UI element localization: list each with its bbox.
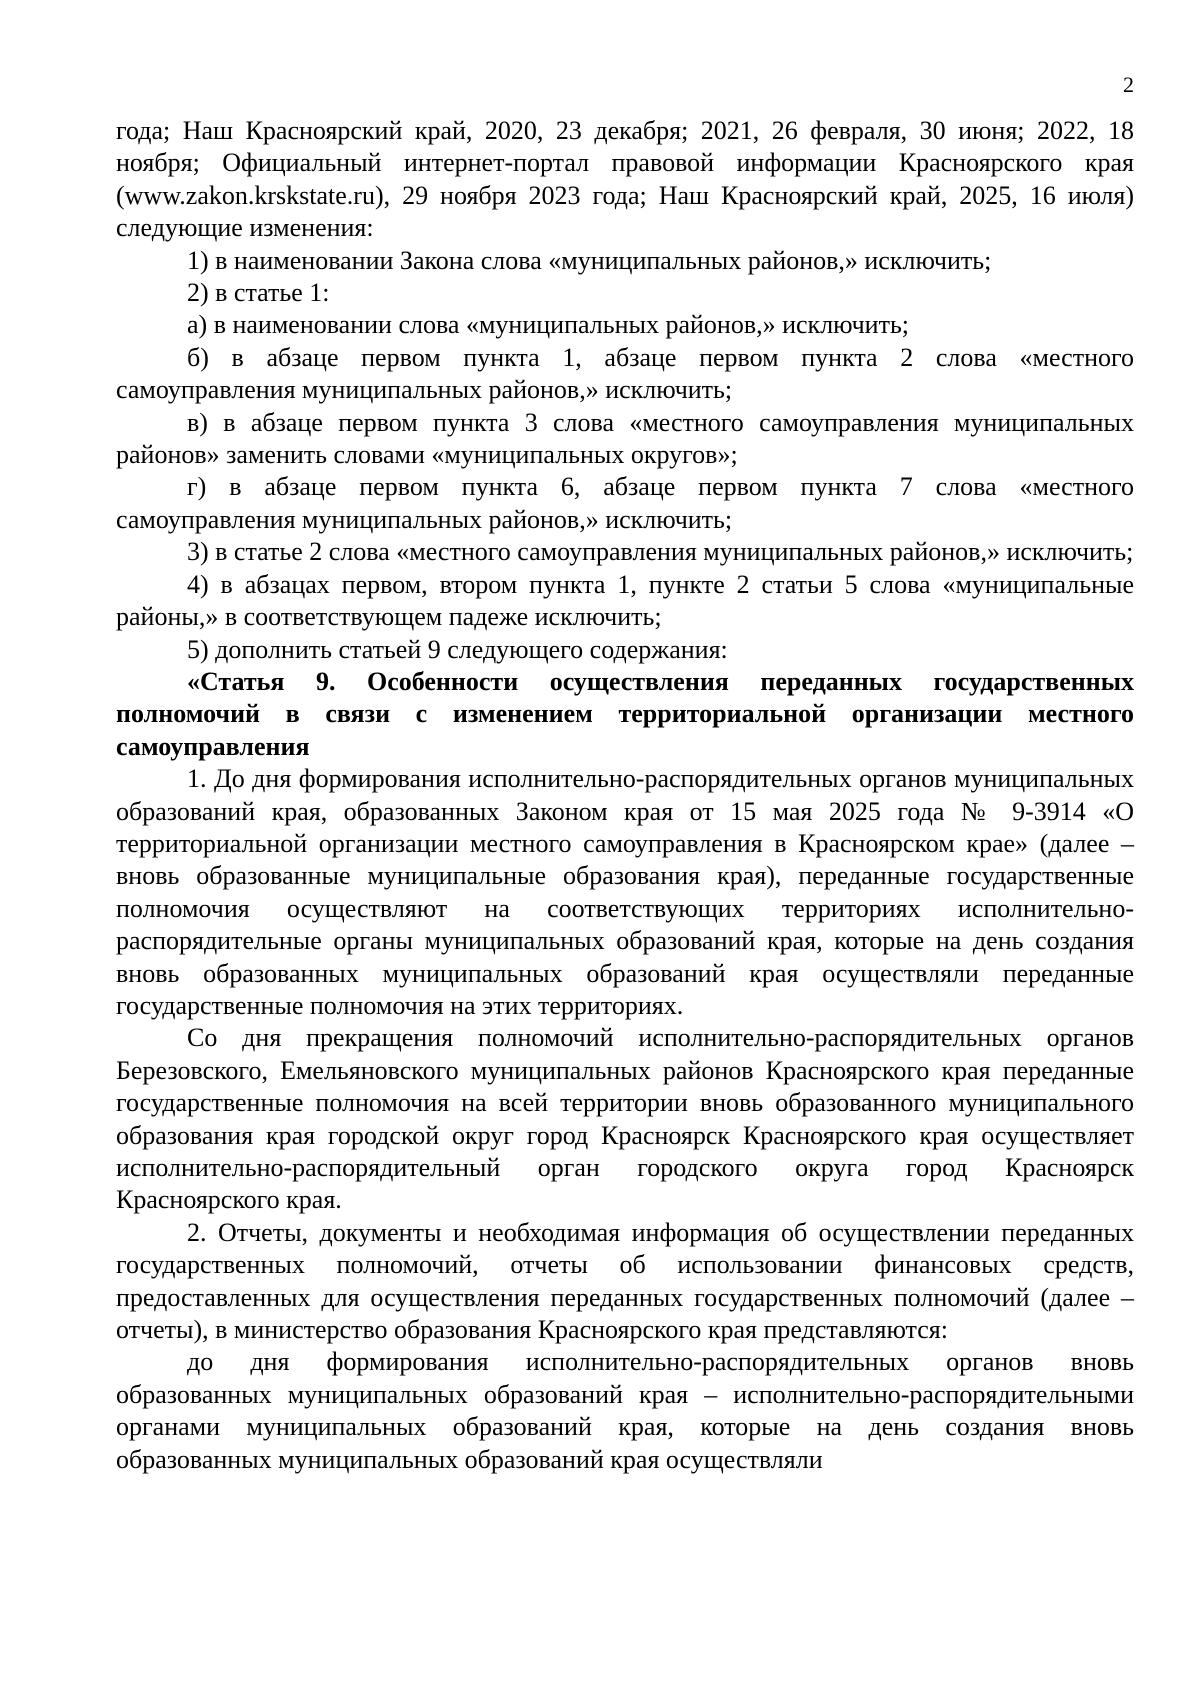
- paragraph-item-4: 4) в абзацах первом, втором пункта 1, пункте 2 статьи 5 слова «муниципальные районы,» в соответствующем падеже исключить;: [116, 569, 1134, 632]
- page-number: 2: [1123, 72, 1134, 97]
- article-9-heading: «Статья 9. Особенности осуществления переданных государственных полномочий в связи с изменением территориальной организации местного самоуправления: [116, 666, 1134, 761]
- article-9-point-1: 1. До дня формирования исполнительно-распорядительных органов муниципальных образований края, образованных Законом края от 15 мая 2025 года № 9-3914 «О территориальной организации местного самоуправления в Красноярском крае» (далее – вновь образованные муниципальные образования края), переданные государственные полномочия осуществляют на соответствующих территориях исполнительно-распорядительные органы муниципальных образований края, которые на день создания вновь образованных муниципальных образований края осуществляли переданные государственные полномочия на этих территориях.: [116, 764, 1134, 1020]
- article-9-point-2: 2. Отчеты, документы и необходимая информация об осуществлении переданных государственных полномочий, отчеты об использовании финансовых средств, предоставленных для осуществления переданных государственных полномочий (далее – отчеты), в министерство образования Красноярского края представляются:: [116, 1217, 1134, 1345]
- paragraph-intro: года; Наш Красноярский край, 2020, 23 декабря; 2021, 26 февраля, 30 июня; 2022, 18 ноября; Официальный интернет-портал правовой информации Красноярского края (www.zakon.krskstate.ru), 29 ноября 2023 года; Наш Красноярский край, 2025, 16 июля) следующие изменения:: [116, 116, 1134, 243]
- article-9-point-1-second: Со дня прекращения полномочий исполнительно-распорядительных органов Березовского, Емельяновского муниципальных районов Красноярского края переданные государственные полномочия на всей территории вновь образованного муниципального образования края городской округ город Красноярск Красноярского края осуществляет исполнительно-распорядительный орган городского округа город Красноярск Красноярского края.: [116, 1023, 1134, 1215]
- paragraph-item-2a: а) в наименовании слова «муниципальных районов,» исключить;: [187, 310, 910, 340]
- paragraph-item-1: 1) в наименовании Закона слова «муниципальных районов,» исключить;: [187, 245, 992, 275]
- document-body: [116, 115, 1134, 1476]
- paragraph-item-2v: в) в абзаце первом пункта 3 слова «местного самоуправления муниципальных районов» заменить словами «муниципальных округов»;: [116, 407, 1134, 470]
- paragraph-item-2: 2) в статье 1:: [187, 278, 330, 308]
- paragraph-item-2b: б) в абзаце первом пункта 1, абзаце первом пункта 2 слова «местного самоуправления муниципальных районов,» исключить;: [116, 342, 1134, 405]
- paragraph-item-2g: г) в абзаце первом пункта 6, абзаце первом пункта 7 слова «местного самоуправления муниципальных районов,» исключить;: [116, 472, 1134, 534]
- paragraph-item-5: 5) дополнить статьей 9 следующего содержания:: [187, 634, 728, 664]
- paragraph-item-3: 3) в статье 2 слова «местного самоуправления муниципальных районов,» исключить;: [187, 537, 1134, 567]
- article-9-point-2-first: до дня формирования исполнительно-распорядительных органов вновь образованных муниципальных образований края – исполнительно-распорядительными органами муниципальных образований края, которые на день создания вновь образованных муниципальных образований края осуществляли: [116, 1347, 1134, 1474]
